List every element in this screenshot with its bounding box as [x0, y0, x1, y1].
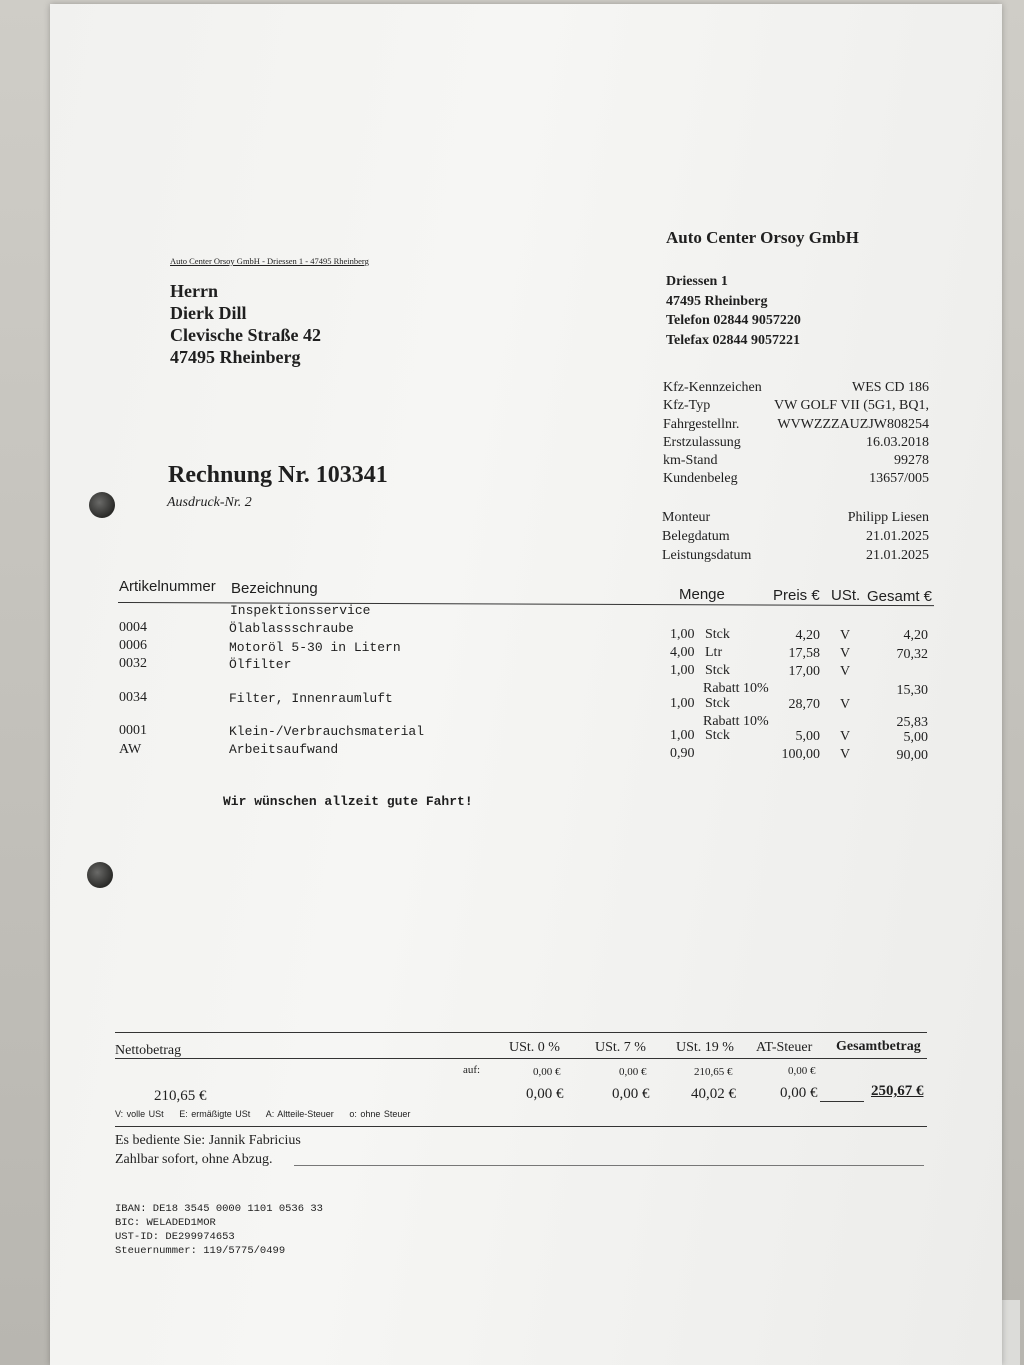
vehicle-row — [663, 416, 929, 434]
at-tax-amount: 0,00 € — [780, 1085, 818, 1101]
tax-number: Steuernummer: 119/5775/0499 — [115, 1245, 286, 1257]
print-number: Ausdruck-Nr. 2 — [167, 495, 252, 510]
meta-label: Belegdatum — [662, 529, 730, 544]
item-description: Filter, Innenraumluft — [229, 691, 393, 706]
vat19-base: 210,65 € — [694, 1066, 733, 1078]
item-artnr: 0032 — [119, 656, 147, 671]
section-title: Inspektionsservice — [230, 603, 371, 618]
item-artnr: AW — [119, 742, 142, 757]
item-vat: V — [840, 729, 851, 744]
ust-id: UST-ID: DE299974653 — [115, 1231, 235, 1243]
legend-item: A: Altteile-Steuer — [265, 1109, 334, 1119]
item-price: 17,58 — [788, 646, 820, 661]
sender-return-line: Auto Center Orsoy GmbH - Driessen 1 - 47495 Rheinberg — [170, 256, 369, 266]
item-vat: V — [840, 697, 851, 712]
item-price: 17,00 — [788, 664, 820, 679]
bank-details — [115, 1202, 323, 1258]
punch-hole-top — [89, 492, 115, 518]
company-fax: Telefax 02844 9057221 — [666, 332, 801, 348]
legend-item: V: volle USt — [115, 1109, 164, 1119]
item-artnr: 0006 — [119, 638, 147, 653]
net-amount: 210,65 € — [154, 1088, 207, 1104]
company-name: Auto Center Orsoy GmbH — [666, 228, 859, 247]
vehicle-label: Erstzulassung — [663, 434, 741, 450]
item-description: Ölablassschraube — [229, 621, 354, 636]
served-by: Es bediente Sie: Jannik Fabricius — [115, 1133, 301, 1148]
item-unit: Stck — [705, 696, 730, 711]
item-total: 4,20 — [903, 628, 928, 643]
vehicle-value: 16.03.2018 — [866, 434, 929, 450]
vat7-amount: 0,00 € — [612, 1086, 650, 1102]
payment-terms: Zahlbar sofort, ohne Abzug. — [115, 1152, 273, 1167]
vat19-amount: 40,02 € — [691, 1086, 736, 1102]
legend-item: E: ermäßigte USt — [179, 1109, 251, 1119]
legend-divider — [115, 1126, 927, 1127]
recipient-address — [170, 280, 321, 368]
company-address — [666, 272, 801, 350]
vehicle-value: VW GOLF VII (5G1, BQ1, — [773, 398, 929, 414]
bic: BIC: WELADED1MOR — [115, 1217, 216, 1229]
vat0-label: USt. 0 % — [509, 1040, 560, 1055]
item-description: Ölfilter — [229, 657, 292, 672]
totals-top-line — [115, 1032, 927, 1033]
header-price: Preis € — [773, 587, 820, 604]
vehicle-row — [663, 379, 929, 397]
punch-hole-bottom — [87, 862, 113, 888]
vehicle-row — [663, 397, 929, 415]
header-quantity: Menge — [679, 586, 725, 603]
vehicle-label: Kfz-Kennzeichen — [663, 380, 762, 395]
item-discount-total: 15,30 — [896, 683, 928, 698]
item-quantity: 1,00 — [670, 627, 695, 642]
vat0-base: 0,00 € — [533, 1066, 561, 1078]
meta-label: Monteur — [662, 510, 711, 525]
item-unit: Ltr — [705, 645, 723, 660]
vehicle-value: WES CD 186 — [852, 380, 929, 395]
auf-label: auf: — [463, 1064, 481, 1076]
vehicle-info — [663, 379, 929, 489]
item-quantity: 0,90 — [670, 746, 695, 761]
at-tax-label: AT-Steuer — [756, 1040, 813, 1055]
vehicle-row — [663, 434, 929, 452]
item-price: 28,70 — [788, 697, 820, 712]
item-vat: V — [840, 646, 851, 661]
item-quantity: 1,00 — [670, 728, 695, 743]
item-description: Klein-/Verbrauchsmaterial — [229, 724, 425, 739]
item-total: 90,00 — [896, 748, 928, 763]
iban: IBAN: DE18 3545 0000 1101 0536 33 — [115, 1203, 323, 1215]
meta-row — [662, 546, 929, 565]
vehicle-label: Fahrgestellnr. — [663, 416, 740, 432]
at-tax-base: 0,00 € — [788, 1065, 816, 1077]
header-description: Bezeichnung — [231, 580, 318, 597]
item-price: 4,20 — [795, 628, 820, 643]
meta-value: 21.01.2025 — [866, 548, 929, 563]
totals-header-line — [115, 1058, 927, 1059]
item-total: 5,00 — [903, 730, 928, 745]
vehicle-value: 99278 — [894, 453, 929, 469]
recipient-line: Herrn — [170, 281, 218, 301]
net-label: Nettobetrag — [115, 1043, 182, 1058]
item-discount: Rabatt 10% — [703, 714, 769, 729]
header-artnr: Artikelnummer — [119, 578, 216, 595]
item-total: 70,32 — [896, 647, 928, 662]
meta-row — [662, 527, 929, 546]
meta-row — [662, 508, 929, 527]
grand-total-amount: 250,67 € — [871, 1083, 924, 1099]
item-artnr: 0004 — [119, 620, 147, 635]
recipient-line: Clevische Straße 42 — [170, 325, 321, 345]
vat7-label: USt. 7 % — [595, 1040, 646, 1055]
item-price: 5,00 — [795, 729, 820, 744]
grand-total-underline — [820, 1101, 864, 1102]
vat-legend — [115, 1109, 410, 1119]
item-unit: Stck — [705, 728, 730, 743]
payment-divider — [294, 1165, 924, 1166]
item-quantity: 1,00 — [670, 696, 695, 711]
vehicle-label: Kfz-Typ — [663, 398, 711, 414]
vehicle-label: km-Stand — [663, 453, 718, 469]
vat0-amount: 0,00 € — [526, 1086, 564, 1102]
header-total: Gesamt € — [867, 588, 933, 605]
item-artnr: 0001 — [119, 723, 147, 738]
vehicle-row — [663, 452, 929, 470]
recipient-line: 47495 Rheinberg — [170, 347, 301, 367]
vat19-label: USt. 19 % — [676, 1040, 734, 1055]
item-discount: Rabatt 10% — [703, 681, 769, 696]
company-city: 47495 Rheinberg — [666, 293, 768, 309]
meta-value: Philipp Liesen — [847, 510, 929, 525]
grand-total-label: Gesamtbetrag — [836, 1039, 921, 1054]
item-unit: Stck — [705, 627, 730, 642]
item-description: Motoröl 5-30 in Litern — [229, 640, 401, 655]
item-vat: V — [840, 664, 851, 679]
item-vat: V — [840, 747, 851, 762]
header-vat: USt. — [831, 587, 861, 604]
item-description: Arbeitsaufwand — [229, 742, 339, 757]
vat7-base: 0,00 € — [619, 1066, 647, 1078]
recipient-line: Dierk Dill — [170, 303, 247, 323]
document-meta — [662, 508, 929, 565]
item-unit: Stck — [705, 663, 730, 678]
item-quantity: 1,00 — [670, 663, 695, 678]
item-quantity: 4,00 — [670, 645, 695, 660]
vehicle-value: WVWZZZAUZJW808254 — [777, 416, 929, 432]
item-artnr: 0034 — [119, 690, 147, 705]
invoice-title: Rechnung Nr. 103341 — [168, 462, 388, 488]
company-phone: Telefon 02844 9057220 — [666, 313, 801, 328]
vehicle-value: 13657/005 — [869, 471, 929, 487]
item-vat: V — [840, 628, 851, 643]
meta-label: Leistungsdatum — [662, 548, 752, 563]
vehicle-label: Kundenbeleg — [663, 471, 738, 487]
legend-item: o: ohne Steuer — [349, 1109, 411, 1119]
meta-value: 21.01.2025 — [866, 529, 929, 544]
company-street: Driessen 1 — [666, 274, 728, 289]
vehicle-row — [663, 470, 929, 488]
item-price: 100,00 — [781, 747, 820, 762]
item-discount-total: 25,83 — [896, 715, 928, 730]
greeting: Wir wünschen allzeit gute Fahrt! — [223, 794, 473, 809]
